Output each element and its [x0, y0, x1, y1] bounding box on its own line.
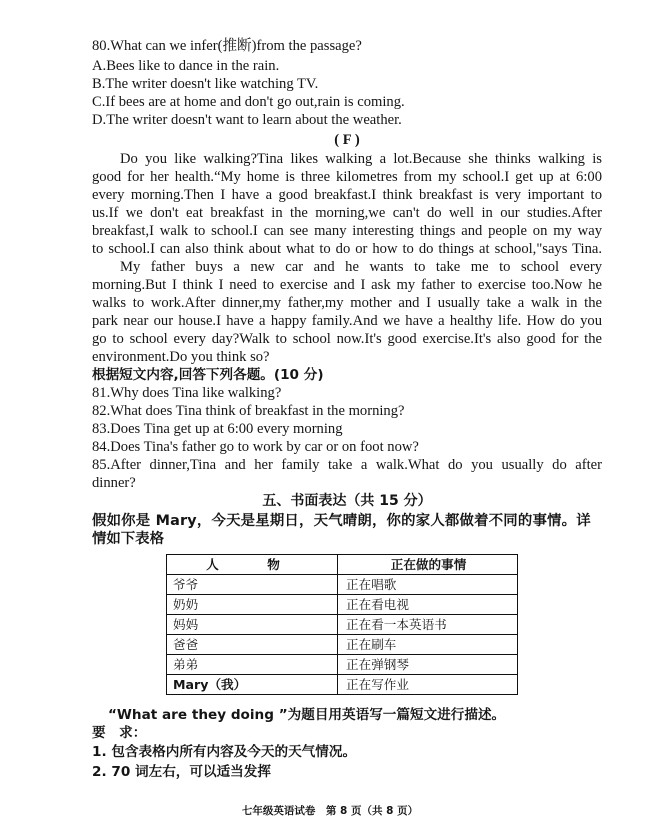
question-item: 83.Does Tina get up at 6:00 every morning	[92, 421, 343, 437]
family-activity-table	[166, 554, 518, 695]
table-cell: 正在看一本英语书	[338, 615, 518, 635]
table-cell: 正在写作业	[338, 675, 518, 695]
passage-line: My father buys a new car and he wants to take me to school every	[120, 259, 602, 275]
passage-line: Do you like walking?Tina likes walking a lot.Because she thinks walking is	[120, 151, 602, 167]
question-item: dinner?	[92, 475, 136, 491]
requirement-item: 2. 70 词左右，可以适当发挥	[92, 764, 271, 780]
passage-line: good for her health.“My home is three kilometres from my school.I get up at 6:00	[92, 169, 602, 185]
question-item: 84.Does Tina's father go to work by car or on foot now?	[92, 439, 419, 455]
table-cell: 妈妈	[167, 615, 338, 635]
q80-option-d: D.The writer doesn't want to learn about the weather.	[92, 112, 402, 128]
table-row	[167, 575, 518, 595]
table-header-row	[167, 555, 518, 575]
q80-option-a: A.Bees like to dance in the rain.	[92, 58, 280, 74]
table-cell: 正在弹钢琴	[338, 655, 518, 675]
page-footer: 七年级英语试卷 第 8 页（共 8 页）	[241, 805, 419, 817]
table-header: 正在做的事情	[338, 555, 518, 575]
table-cell: 奶奶	[167, 595, 338, 615]
q80-question: 80.What can we infer(推断)from the passage?	[92, 38, 362, 54]
questions-instruction: 根据短文内容,回答下列各题。(10 分)	[92, 367, 324, 383]
writing-prompt: 假如你是 Mary，今天是星期日，天气晴朗，你的家人都做着不同的事情。详	[92, 513, 591, 529]
passage-line: to school.I can also think about what to do or how to do things at school,"says Tina.	[92, 241, 602, 257]
writing-topic: “What are they doing ”为题目用英语写一篇短文进行描述。	[108, 707, 506, 723]
table-cell: 正在看电视	[338, 595, 518, 615]
table-cell: 弟弟	[167, 655, 338, 675]
requirements-label: 要 求：	[92, 725, 147, 741]
writing-prompt: 情如下表格	[92, 531, 164, 547]
table-row	[167, 655, 518, 675]
table-row	[167, 635, 518, 655]
question-item: 82.What does Tina think of breakfast in the morning?	[92, 403, 405, 419]
table-header: 人 物	[167, 555, 338, 575]
table-cell: 爸爸	[167, 635, 338, 655]
passage-f-label: ( F )	[334, 132, 360, 148]
passage-line: every morning.Then I have a good breakfast.I think breakfast is very important to	[92, 187, 602, 203]
requirement-item: 1. 包含表格内所有内容及今天的天气情况。	[92, 744, 357, 760]
q80-option-b: B.The writer doesn't like watching TV.	[92, 76, 319, 92]
table-cell: 正在刷车	[338, 635, 518, 655]
question-item: 85.After dinner,Tina and her family take a walk.What do you usually do after	[92, 457, 602, 473]
table-row	[167, 595, 518, 615]
passage-line: go to school every day?Walk to school now.It's good exercise.It's also good for the	[92, 331, 602, 347]
passage-line: walks to work.After dinner,my father,my mother and I usually take a walk in the	[92, 295, 602, 311]
passage-line: breakfast,I walk to school.I can see many interesting things and people on my way	[92, 223, 602, 239]
passage-line: environment.Do you think so?	[92, 349, 270, 365]
question-item: 81.Why does Tina like walking?	[92, 385, 282, 401]
passage-line: morning.But I think I need to exercise and I ask my father to exercise too.Now he	[92, 277, 602, 293]
table-cell: 正在唱歌	[338, 575, 518, 595]
q80-option-c: C.If bees are at home and don't go out,rain is coming.	[92, 94, 405, 110]
passage-line: park near our house.I have a happy family.And we have a healthy life. How do you	[92, 313, 602, 329]
table-cell: 爷爷	[167, 575, 338, 595]
table-row	[167, 675, 518, 695]
table-cell: Mary（我）	[167, 675, 338, 695]
passage-line: us.If we don't eat breakfast in the morning,we can't do well in our studies.After	[92, 205, 602, 221]
table-row	[167, 615, 518, 635]
writing-section-title: 五、书面表达（共 15 分）	[262, 493, 432, 509]
